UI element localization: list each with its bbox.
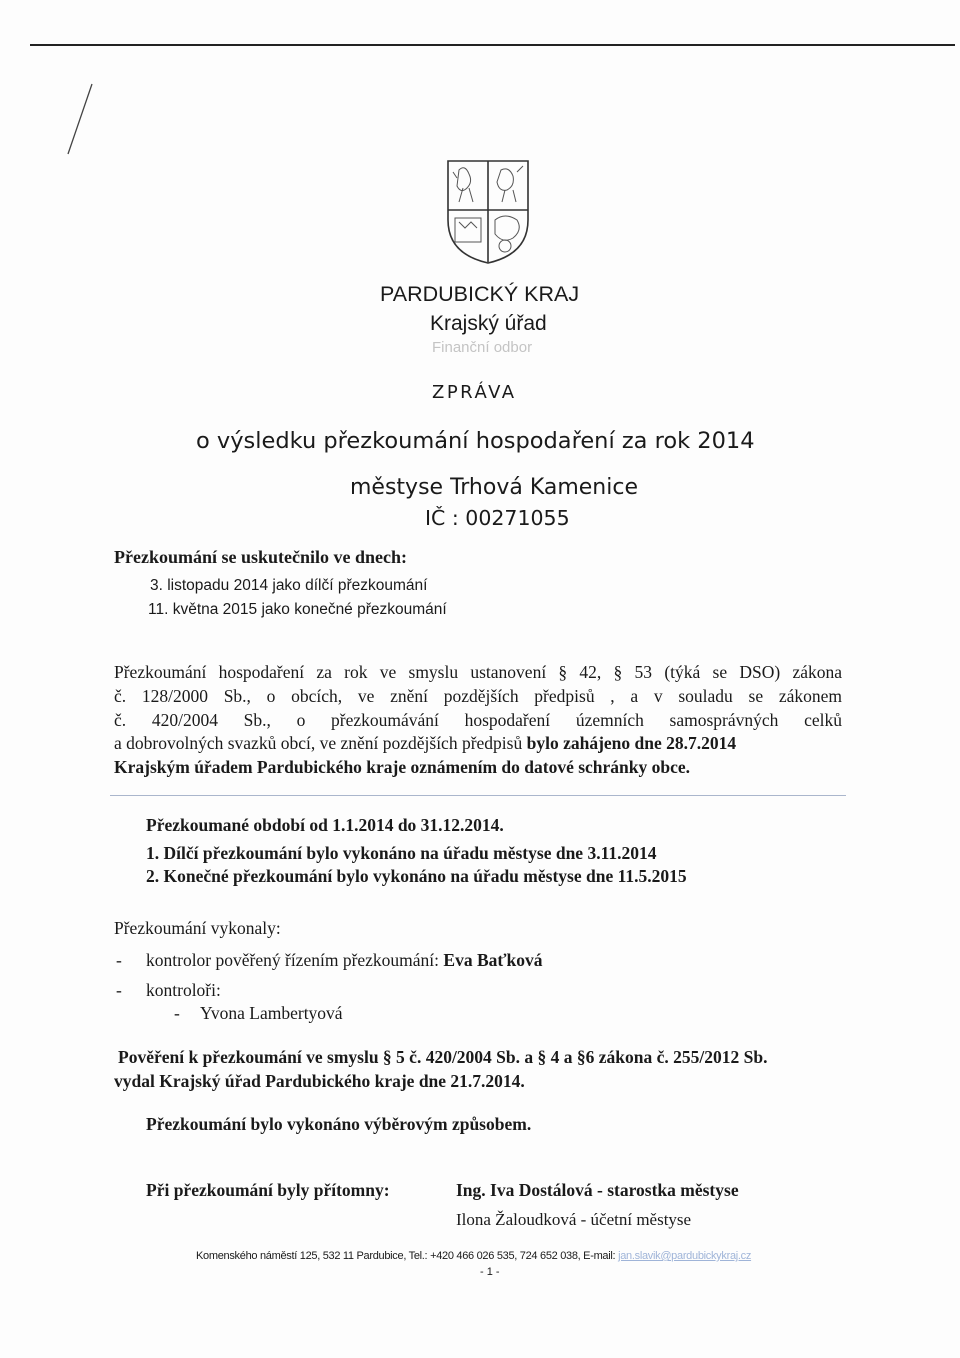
lead-controller-name: Eva Baťková [443, 950, 543, 970]
authorization-line-1: Pověření k přezkoumání ve smyslu § 5 č. 420/2004 Sb. a § 4 a §6 zákona č. 255/2012 Sb. [118, 1047, 768, 1067]
org-name: PARDUBICKÝ KRAJ [380, 282, 580, 306]
body-line-4-text: a dobrovolných svazků obcí, ve znění pozdějších předpisů [114, 733, 523, 753]
period-item-2: 2. Konečné přezkoumání bylo vykonáno na úřadu městyse dne 11.5.2015 [146, 866, 687, 886]
controller-dash: - [174, 1003, 180, 1023]
period-item-1: 1. Dílčí přezkoumání bylo vykonáno na úřadu městyse dne 3.11.2014 [146, 843, 657, 863]
body-line-1: Přezkoumání hospodaření za rok ve smyslu ustanovení § 42, § 53 (týká se DSO) zákona [114, 662, 842, 682]
dates-heading: Přezkoumání se uskutečnilo ve dnech: [114, 547, 408, 567]
present-person-2: Ilona Žaloudková - účetní městyse [456, 1210, 692, 1229]
date-item-1: 3. listopadu 2014 jako dílčí přezkoumání [150, 577, 428, 594]
scan-border [30, 44, 955, 46]
footer-address [196, 1250, 751, 1262]
footer-address-text: Komenského náměstí 125, 532 11 Pardubice, Tel.: +420 466 026 535, 724 652 038, E-mail: [196, 1250, 616, 1262]
method-statement: Přezkoumání bylo vykonáno výběrovým způsobem. [146, 1114, 532, 1134]
document-subject: městyse Trhová Kamenice [350, 475, 638, 500]
body-start-date: bylo zahájeno dne 28.7.2014 [526, 733, 737, 753]
ic-number: IČ : 00271055 [425, 506, 570, 530]
controllers-label: kontroloři: [146, 980, 221, 1000]
document-title: o výsledku přezkoumání hospodaření za rok 2014 [196, 428, 755, 454]
body-line-3: č. 420/2004 Sb., o přezkoumávání hospodaření územních samosprávných celků [114, 710, 842, 730]
separator-line [110, 795, 846, 796]
document-type: ZPRÁVA [432, 382, 517, 403]
page-number: - 1 - [480, 1266, 500, 1278]
body-bold-line: Krajským úřadem Pardubického kraje oznámením do datové schránky obce. [114, 757, 691, 777]
body-line-4 [114, 733, 736, 754]
controllers-dash: - [116, 980, 122, 1000]
lead-dash: - [116, 950, 122, 970]
department-name: Finanční odbor [432, 339, 533, 356]
pen-stroke [60, 80, 100, 160]
performers-heading: Přezkoumání vykonaly: [114, 918, 281, 938]
authorization-line-2: vydal Krajský úřad Pardubického kraje dne 21.7.2014. [114, 1071, 525, 1091]
period-label: Přezkoumané období od 1.1.2014 do 31.12.2014. [146, 815, 504, 835]
office-name: Krajský úřad [430, 312, 547, 335]
controller-name: Yvona Lambertyová [200, 1003, 343, 1023]
date-item-2: 11. května 2015 jako konečné přezkoumání [148, 601, 447, 618]
lead-controller-label: kontrolor pověřený řízením přezkoumání: [146, 950, 440, 970]
present-label: Při přezkoumání byly přítomny: [146, 1180, 390, 1200]
present-person-1: Ing. Iva Dostálová - starostka městyse [456, 1180, 739, 1200]
body-line-2: č. 128/2000 Sb., o obcích, ve znění pozdějších předpisů , a v souladu se zákonem [114, 686, 842, 706]
coat-of-arms-emblem [445, 158, 531, 266]
lead-controller [146, 950, 542, 971]
footer-email-link[interactable]: jan.slavik@pardubickykraj.cz [618, 1250, 752, 1262]
